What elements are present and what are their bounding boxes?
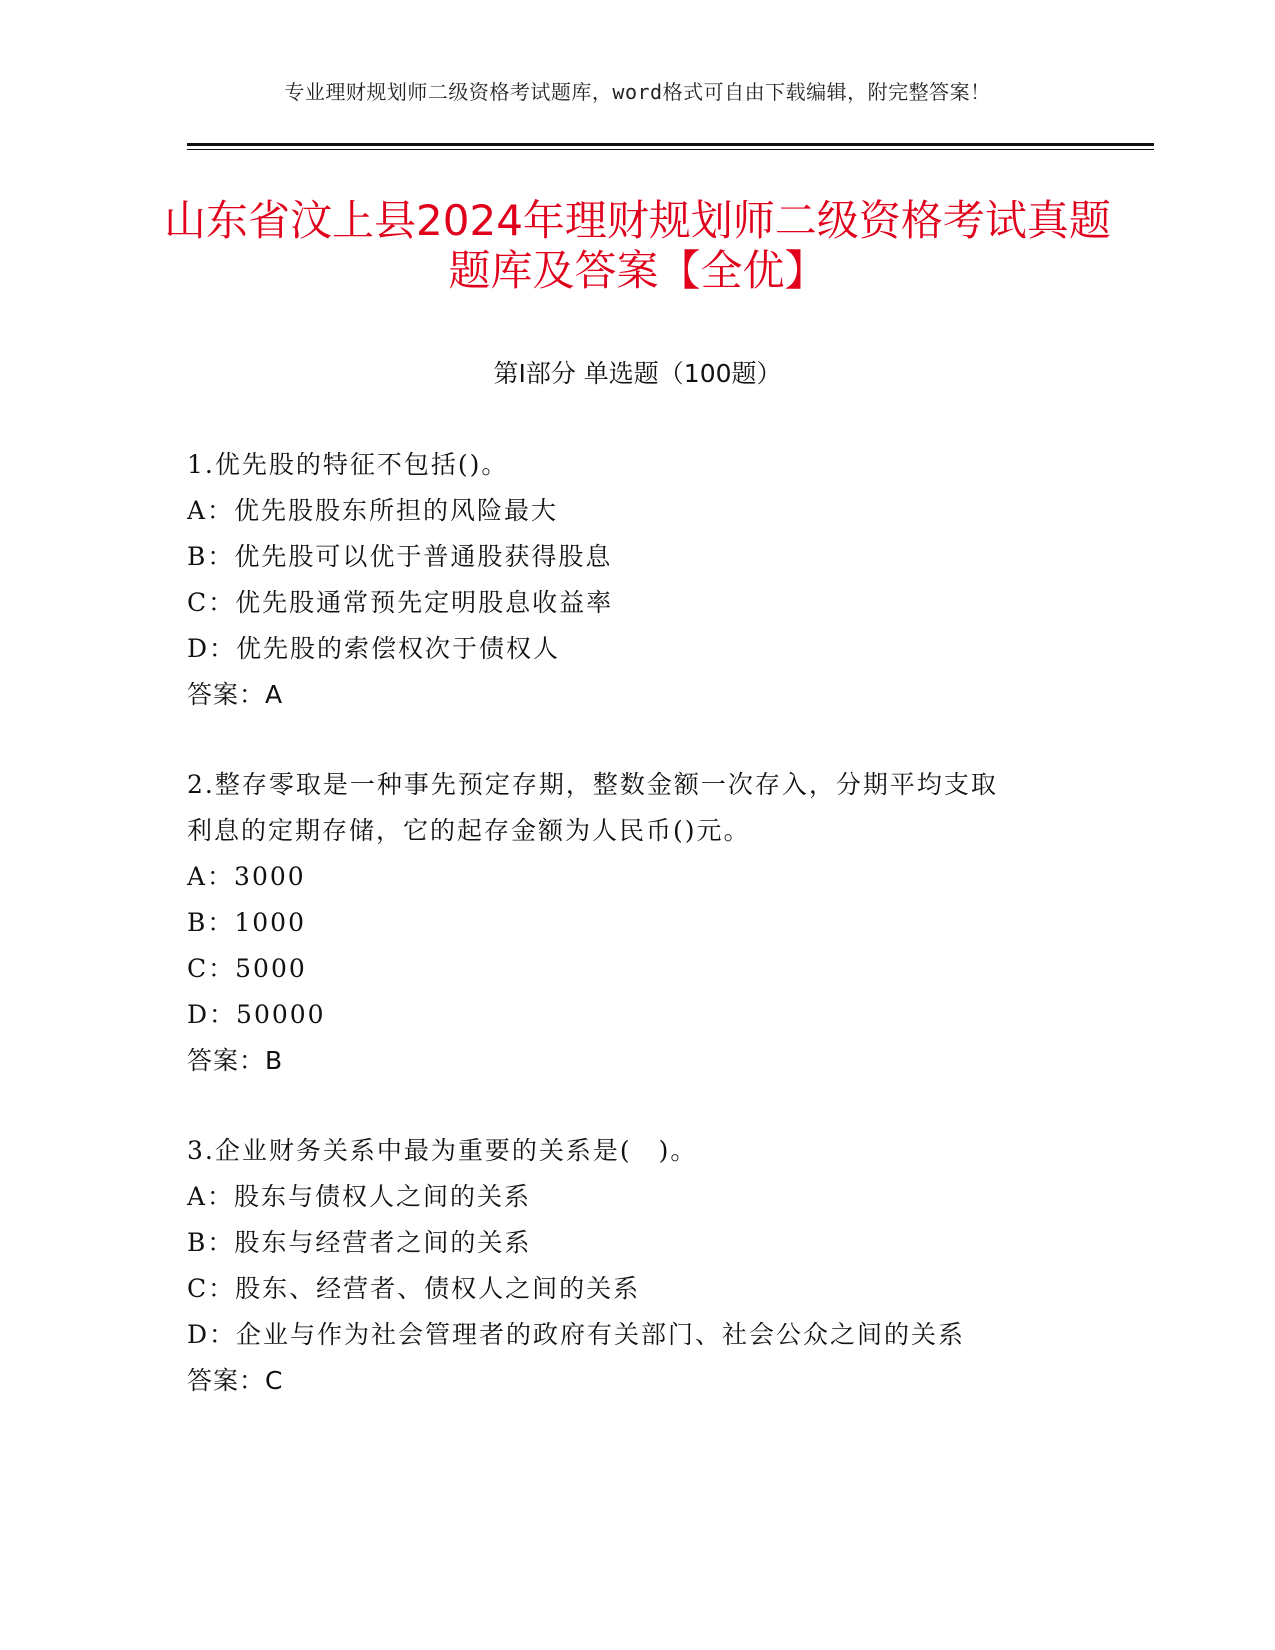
question-1	[187, 442, 1087, 718]
option-c: C：5000	[187, 954, 307, 983]
header-note: 专业理财规划师二级资格考试题库，word格式可自由下载编辑，附完整答案！	[284, 80, 991, 104]
answer-line: 答案：A	[187, 680, 284, 709]
question-3	[187, 1128, 1087, 1404]
option-d: D：50000	[187, 1000, 326, 1029]
question-stem: 3.企业财务关系中最为重要的关系是( )。	[187, 1136, 698, 1165]
answer-line: 答案：B	[187, 1046, 284, 1075]
option-b: B：股东与经营者之间的关系	[187, 1228, 532, 1257]
question-stem: 1.优先股的特征不包括()。	[187, 450, 509, 479]
question-stem: 2.整存零取是一种事先预定存期，整数金额一次存入，分期平均支取利息的定期存储，它的起存金额为人民币()元。	[187, 770, 998, 845]
option-a: A：优先股股东所担的风险最大	[187, 496, 559, 525]
document-title: 山东省汶上县2024年理财规划师二级资格考试真题题库及答案【全优】	[164, 196, 1111, 295]
option-a: A：股东与债权人之间的关系	[187, 1182, 532, 1211]
option-d: D：企业与作为社会管理者的政府有关部门、社会公众之间的关系	[187, 1320, 966, 1349]
answer-line: 答案：C	[187, 1366, 284, 1395]
option-c: C：优先股通常预先定明股息收益率	[187, 588, 614, 617]
option-d: D：优先股的索偿权次于债权人	[187, 634, 561, 663]
section-heading: 第Ⅰ部分 单选题（100题）	[493, 359, 782, 388]
option-c: C：股东、经营者、债权人之间的关系	[187, 1274, 641, 1303]
option-a: A：3000	[187, 862, 306, 891]
question-list	[187, 442, 1087, 1448]
option-b: B：优先股可以优于普通股获得股息	[187, 542, 613, 571]
option-b: B：1000	[187, 908, 306, 937]
header-rule-thin	[187, 149, 1154, 150]
header-rule-thick	[187, 143, 1154, 146]
question-2	[187, 762, 1087, 1084]
